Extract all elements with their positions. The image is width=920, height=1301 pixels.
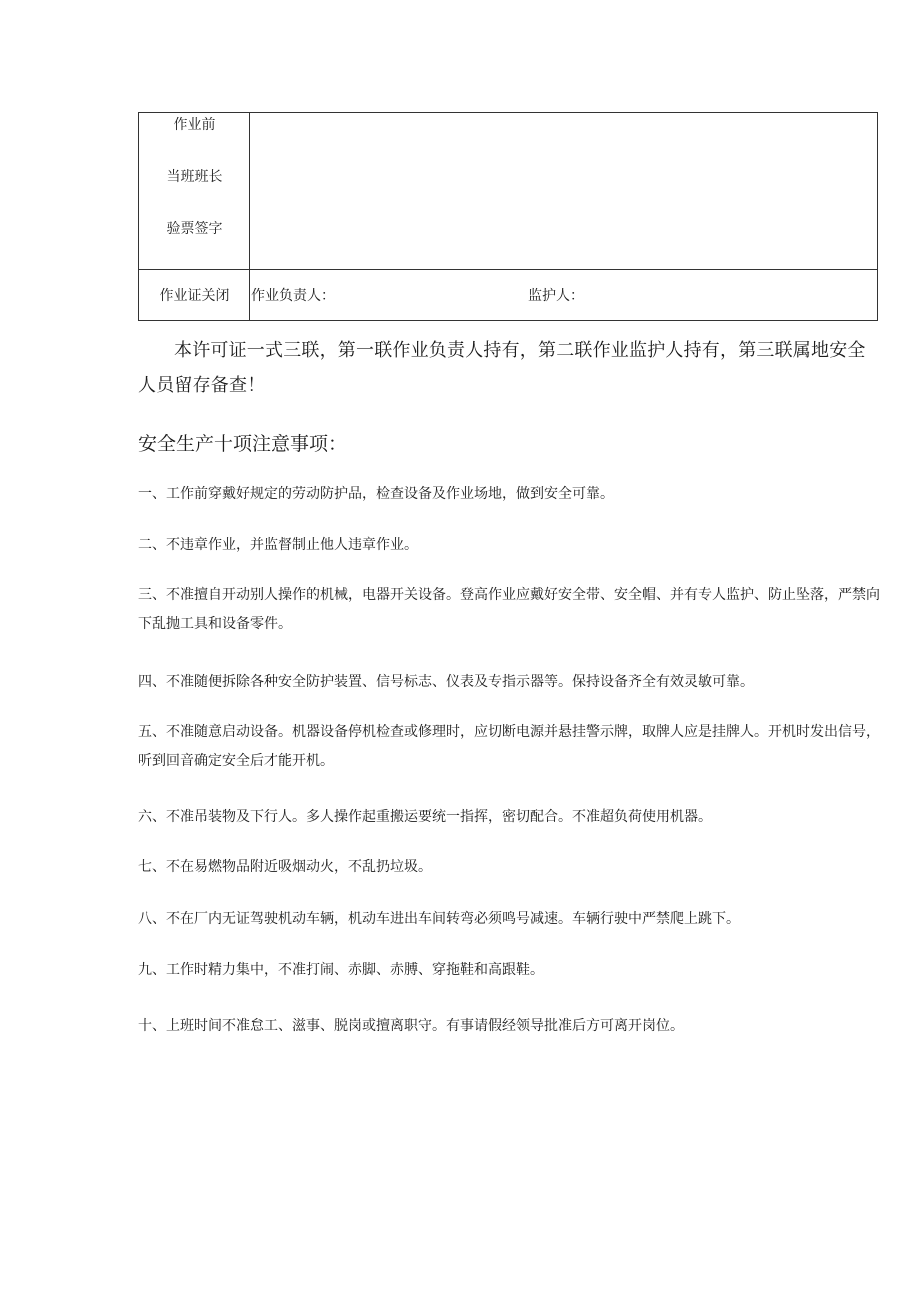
- permit-close-label-cell: [139, 270, 250, 321]
- safety-rule-item: 十、上班时间不准怠工、滋事、脱岗或擅离职守。有事请假经领导批准后方可离开岗位。: [138, 1018, 684, 1034]
- pre-work-signature-field[interactable]: [250, 113, 877, 269]
- safety-rules-title: 安全生产十项注意事项：: [138, 433, 348, 455]
- pre-work-label-cell: [139, 113, 250, 269]
- work-permit-table: [138, 112, 878, 321]
- permit-copies-note: 本许可证一式三联，第一联作业负责人持有，第二联作业监护人持有，第三联属地安全人员留存备查！: [138, 340, 866, 396]
- permit-close-label: 作业证关闭: [159, 288, 230, 304]
- pre-work-signature-row: [139, 113, 877, 270]
- permit-close-field[interactable]: [250, 270, 877, 321]
- safety-rule-item: 二、不违章作业，并监督制止他人违章作业。: [138, 537, 418, 553]
- shift-leader-label-line: 当班班长: [166, 169, 223, 185]
- safety-rule-item: 四、不准随便拆除各种安全防护装置、信号标志、仪表及专指示器等。保持设备齐全有效灵敏可靠。: [138, 674, 754, 690]
- safety-rule-item: 九、工作时精力集中，不准打闹、赤脚、赤膊、穿拖鞋和高跟鞋。: [138, 962, 544, 978]
- responsible-person-label: 作业负责人：: [251, 288, 335, 304]
- pre-work-label-line: 作业前: [173, 117, 216, 133]
- safety-rule-item: 七、不在易燃物品附近吸烟动火，不乱扔垃圾。: [138, 859, 432, 875]
- ticket-check-signature-label-line: 验票签字: [166, 221, 223, 237]
- supervisor-label: 监护人：: [528, 288, 584, 304]
- safety-rule-item: 一、工作前穿戴好规定的劳动防护品，检查设备及作业场地，做到安全可靠。: [138, 486, 614, 502]
- safety-rule-item: 六、不准吊装物及下行人。多人操作起重搬运要统一指挥，密切配合。不准超负荷使用机器。: [138, 809, 712, 825]
- safety-rule-item: 五、不准随意启动设备。机器设备停机检查或修理时，应切断电源并悬挂警示牌，取牌人应是挂牌人。开机时发出信号，听到回音确定安全后才能开机。: [138, 724, 880, 769]
- safety-rule-item: 三、不准擅自开动别人操作的机械，电器开关设备。登高作业应戴好安全带、安全帽、并有专人监护、防止坠落，严禁向下乱抛工具和设备零件。: [138, 587, 880, 632]
- permit-close-row: [139, 270, 877, 321]
- safety-rule-item: 八、不在厂内无证驾驶机动车辆，机动车进出车间转弯必须鸣号减速。车辆行驶中严禁爬上跳下。: [138, 911, 740, 927]
